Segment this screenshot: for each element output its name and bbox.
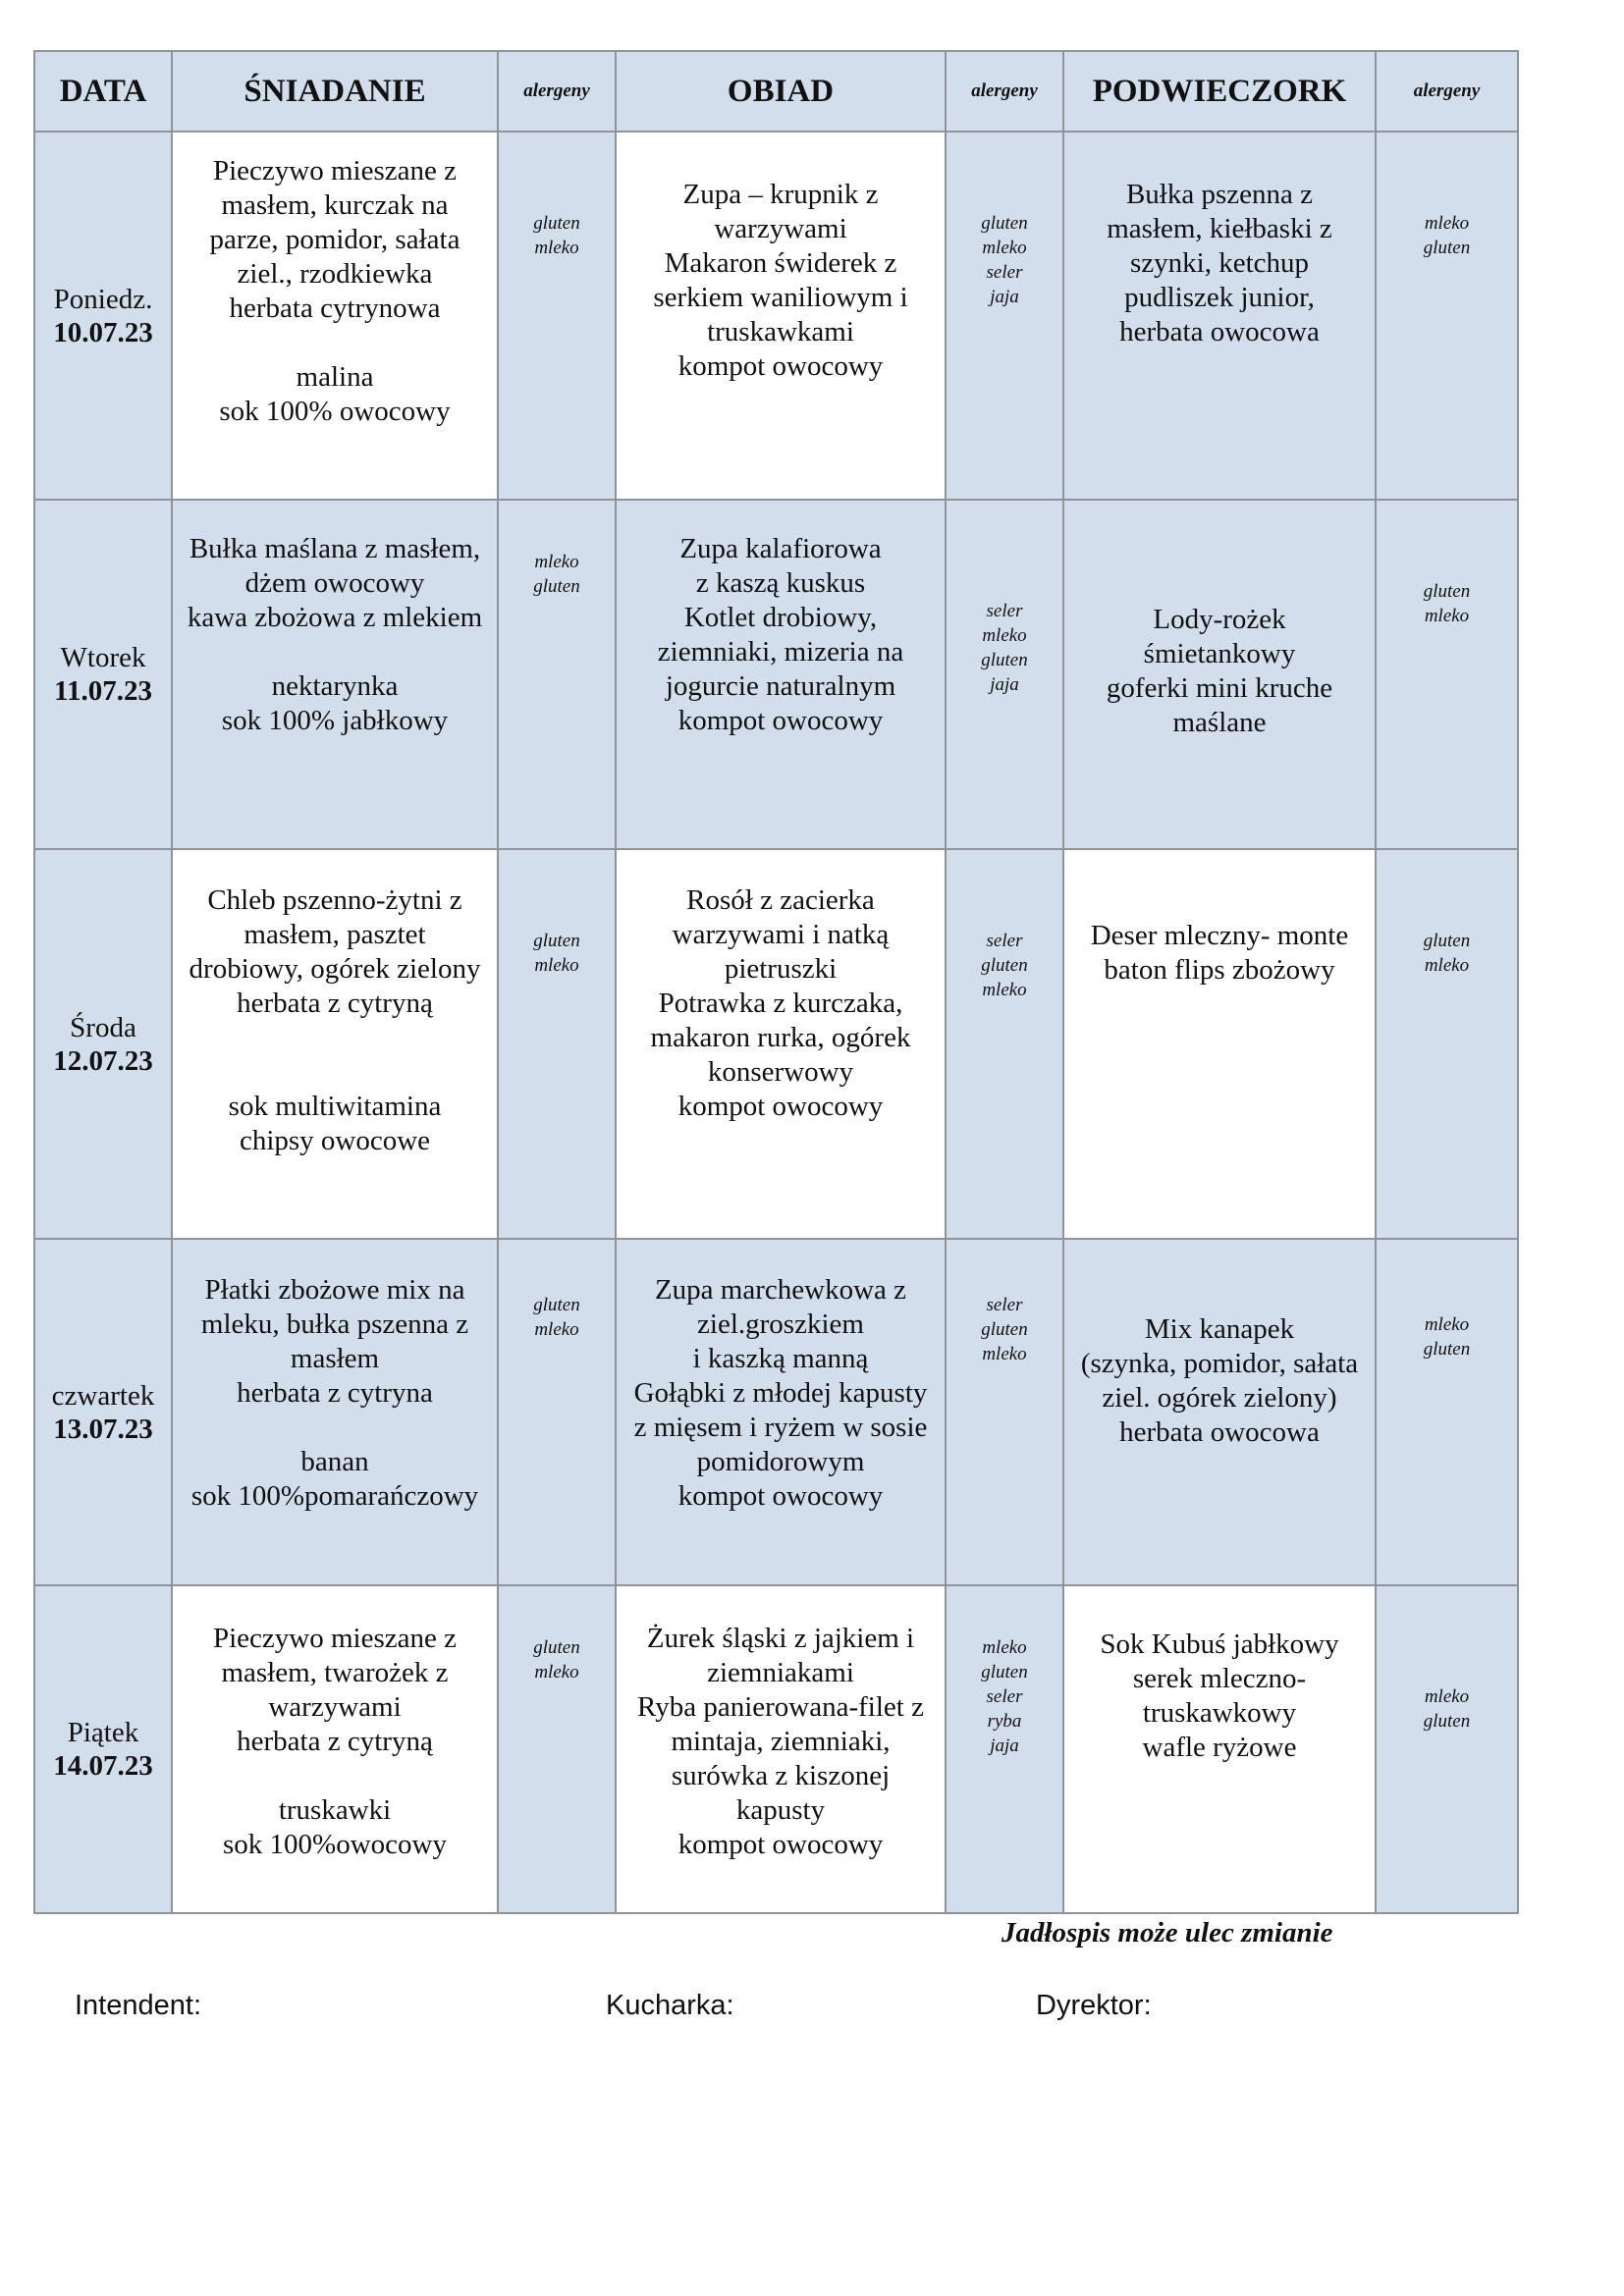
breakfast-cell: Pieczywo mieszane z masłem, twarożek z warzywami herbata z cytryną truskawki sok 100%owocowy xyxy=(172,1585,498,1913)
lunch-cell: Zupa kalafiorowa z kaszą kuskus Kotlet drobiowy, ziemniaki, mizeria na jogurcie naturalnym kompot owocowy xyxy=(616,500,946,849)
breakfast-cell: Pieczywo mieszane z masłem, kurczak na parze, pomidor, sałata ziel., rzodkiewka herbata cytrynowa malina sok 100% owocowy xyxy=(172,132,498,500)
day-name: Wtorek xyxy=(60,642,146,673)
table-row xyxy=(34,849,1518,1239)
lunch-cell: Rosół z zacierka warzywami i natką pietruszki Potrawka z kurczaka, makaron rurka, ogórek konserwowy kompot owocowy xyxy=(616,849,946,1239)
snack-cell: Bułka pszenna z masłem, kiełbaski z szynki, ketchup pudliszek junior, herbata owocowa xyxy=(1063,132,1376,500)
breakfast-cell: Płatki zbożowe mix na mleku, bułka pszenna z masłem herbata z cytryna banan sok 100%pomarańczowy xyxy=(172,1239,498,1585)
table-row xyxy=(34,1585,1518,1913)
signature-kucharka: Kucharka: xyxy=(606,1990,734,2021)
breakfast-cell: Bułka maślana z masłem, dżem owocowy kawa zbożowa z mlekiem nektarynka sok 100% jabłkowy xyxy=(172,500,498,849)
menu-change-note: Jadłospis może ulec zmianie xyxy=(1001,1917,1333,1949)
lunch-allergens: gluten mleko seler jaja xyxy=(946,132,1063,500)
breakfast-allergens: mleko gluten xyxy=(498,500,616,849)
breakfast-cell: Chleb pszenno-żytni z masłem, pasztet drobiowy, ogórek zielony herbata z cytryną sok multiwitamina chipsy owocowe xyxy=(172,849,498,1239)
snack-cell: Lody-rożek śmietankowy goferki mini kruche maślane xyxy=(1063,500,1376,849)
lunch-cell: Żurek śląski z jajkiem i ziemniakami Ryba panierowana-filet z mintaja, ziemniaki, surówka z kiszonej kapusty kompot owocowy xyxy=(616,1585,946,1913)
date-cell xyxy=(34,849,172,1239)
lunch-cell: Zupa – krupnik z warzywami Makaron świderek z serkiem waniliowym i truskawkami kompot owocowy xyxy=(616,132,946,500)
header-data: DATA xyxy=(34,51,172,132)
day-name: Środa xyxy=(70,1011,136,1043)
day-date: 14.07.23 xyxy=(53,1750,153,1782)
lunch-allergens: mleko gluten seler ryba jaja xyxy=(946,1585,1063,1913)
header-alergeny-2: alergeny xyxy=(946,51,1063,132)
day-date: 13.07.23 xyxy=(53,1413,153,1445)
table-row xyxy=(34,500,1518,849)
day-date: 12.07.23 xyxy=(53,1044,153,1077)
signature-intendent: Intendent: xyxy=(75,1990,201,2021)
lunch-cell: Zupa marchewkowa z ziel.groszkiem i kaszką manną Gołąbki z młodej kapusty z mięsem i ryżem w sosie pomidorowym kompot owocowy xyxy=(616,1239,946,1585)
breakfast-allergens: gluten mleko xyxy=(498,1585,616,1913)
snack-cell: Mix kanapek (szynka, pomidor, sałata ziel. ogórek zielony) herbata owocowa xyxy=(1063,1239,1376,1585)
snack-cell: Sok Kubuś jabłkowy serek mleczno- truskawkowy wafle ryżowe xyxy=(1063,1585,1376,1913)
date-cell xyxy=(34,1585,172,1913)
header-row xyxy=(34,51,1518,132)
snack-allergens: mleko gluten xyxy=(1376,1585,1518,1913)
table-row xyxy=(34,1239,1518,1585)
date-cell xyxy=(34,1239,172,1585)
lunch-allergens: seler gluten mleko xyxy=(946,1239,1063,1585)
snack-allergens: gluten mleko xyxy=(1376,849,1518,1239)
snack-allergens: mleko gluten xyxy=(1376,1239,1518,1585)
header-podwieczork: PODWIECZORK xyxy=(1063,51,1376,132)
day-name: Piątek xyxy=(67,1717,139,1748)
day-name: Poniedz. xyxy=(53,283,153,315)
header-obiad: OBIAD xyxy=(616,51,946,132)
lunch-allergens: seler mleko gluten jaja xyxy=(946,500,1063,849)
date-cell xyxy=(34,500,172,849)
breakfast-allergens: gluten mleko xyxy=(498,849,616,1239)
header-alergeny-3: alergeny xyxy=(1376,51,1518,132)
snack-cell: Deser mleczny- monte baton flips zbożowy xyxy=(1063,849,1376,1239)
snack-allergens: gluten mleko xyxy=(1376,500,1518,849)
breakfast-allergens: gluten mleko xyxy=(498,1239,616,1585)
day-date: 11.07.23 xyxy=(54,675,152,707)
breakfast-allergens: gluten mleko xyxy=(498,132,616,500)
header-sniadanie: ŚNIADANIE xyxy=(172,51,498,132)
header-alergeny-1: alergeny xyxy=(498,51,616,132)
table-row xyxy=(34,132,1518,500)
lunch-allergens: seler gluten mleko xyxy=(946,849,1063,1239)
day-date: 10.07.23 xyxy=(53,316,153,348)
snack-allergens: mleko gluten xyxy=(1376,132,1518,500)
date-cell xyxy=(34,132,172,500)
menu-table xyxy=(33,50,1519,1914)
day-name: czwartek xyxy=(51,1379,155,1412)
signature-dyrektor: Dyrektor: xyxy=(1036,1990,1152,2021)
